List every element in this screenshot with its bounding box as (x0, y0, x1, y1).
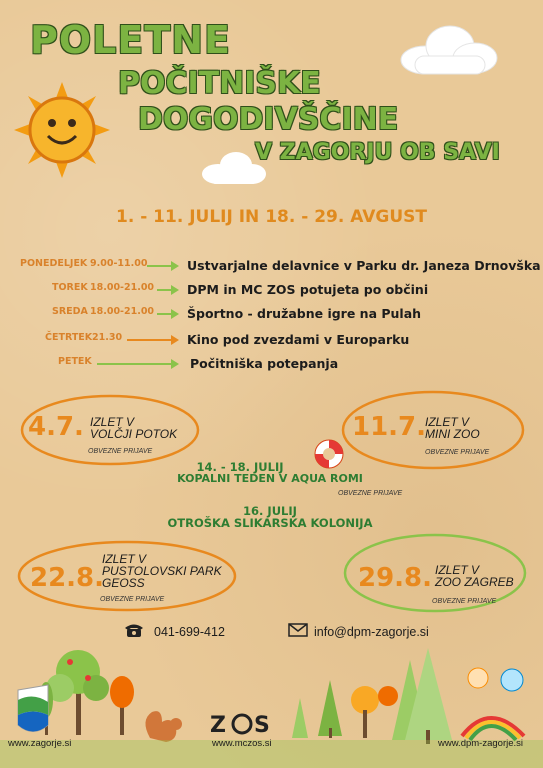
trip-note: OBVEZNE PRIJAVE (88, 448, 153, 455)
trip-title (435, 564, 514, 588)
trip-date: 29.8. (358, 563, 433, 593)
trip-line: IZLET V (90, 415, 135, 429)
trip-line: MINI ZOO (425, 427, 480, 441)
schedule-time: 18.00-21.00 (90, 282, 155, 293)
schedule-activity: Kino pod zvezdami v Europarku (187, 332, 410, 347)
footer-link-left[interactable]: www.zagorje.si (8, 738, 72, 749)
phone-number[interactable]: 041-699-412 (154, 625, 225, 639)
schedule-day: PONEDELJEK (20, 258, 88, 269)
footer-link-right[interactable]: www.dpm-zagorje.si (438, 738, 523, 749)
trip-title (102, 553, 222, 589)
schedule-day: SREDA (52, 306, 88, 317)
email-link[interactable]: info@dpm-zagorje.si (314, 625, 429, 639)
schedule-day: ČETRTEK (45, 332, 93, 343)
arrow-icon (127, 339, 177, 341)
footer-link-center[interactable]: www.mczos.si (212, 738, 272, 749)
schedule-time: 9.00-11.00 (90, 258, 148, 269)
schedule-row (0, 282, 543, 302)
trip-line: GEOSS (102, 576, 145, 590)
title-line-3: DOGODIVŠČINE (138, 102, 399, 137)
arrow-icon (147, 265, 177, 267)
trip-title (90, 416, 177, 440)
trip-line: IZLET V (425, 415, 470, 429)
trip-line: ZOO ZAGREB (435, 575, 514, 589)
schedule-row (0, 258, 543, 278)
schedule-row (0, 356, 543, 376)
trip-line: IZLET V (102, 552, 147, 566)
trip-date: 22.8. (30, 563, 105, 593)
trip-note: OBVEZNE PRIJAVE (100, 596, 165, 603)
trip-date: 11.7. (352, 412, 427, 442)
schedule-day: TOREK (52, 282, 88, 293)
sun-icon (12, 80, 112, 180)
schedule-day: PETEK (58, 356, 92, 367)
kopalni-text: KOPALNI TEDEN V AQUA ROMI (177, 472, 363, 485)
schedule-activity: Počitniška potepanja (190, 356, 339, 371)
schedule-row (0, 332, 543, 352)
svg-text:Z: Z (210, 713, 226, 738)
title-line-1: POLETNE (30, 18, 232, 62)
kopalni-dates: 14. - 18. JULIJ (196, 460, 284, 474)
schedule-activity: DPM in MC ZOS potujeta po občini (187, 282, 429, 297)
trip-line: PUSTOLOVSKI PARK (102, 564, 222, 578)
envelope-icon (288, 623, 308, 637)
kolonija-dates: 16. JULIJ (243, 504, 297, 518)
arrow-icon (97, 363, 177, 365)
phone-icon (124, 622, 144, 638)
trip-note: OBVEZNE PRIJAVE (432, 598, 497, 605)
kolonija-text: OTROŠKA SLIKARSKA KOLONIJA (167, 516, 373, 530)
kopalni-note: OBVEZNE PRIJAVE (338, 490, 403, 497)
schedule-time: 18.00-21.00 (90, 306, 155, 317)
schedule-activity: Športno - družabne igre na Pulah (187, 306, 422, 321)
svg-text:S: S (254, 713, 270, 738)
trip-title (425, 416, 480, 440)
schedule-time: 21.30 (92, 332, 123, 343)
title-line-2: POČITNIŠKE (118, 66, 321, 101)
date-range: 1. - 11. JULIJ IN 18. - 29. AVGUST (115, 207, 427, 227)
schedule-row (0, 306, 543, 326)
cloud-icon (395, 22, 500, 77)
schedule-activity: Ustvarjalne delavnice v Parku dr. Janeza Drnovška (187, 258, 541, 273)
trip-note: OBVEZNE PRIJAVE (425, 449, 490, 456)
title-line-4: V ZAGORJU OB SAVI (255, 140, 500, 165)
trip-line: IZLET V (435, 563, 480, 577)
arrow-icon (157, 289, 177, 291)
arrow-icon (157, 313, 177, 315)
trip-date: 4.7. (28, 412, 84, 442)
trip-line: VOLČJI POTOK (90, 427, 178, 441)
